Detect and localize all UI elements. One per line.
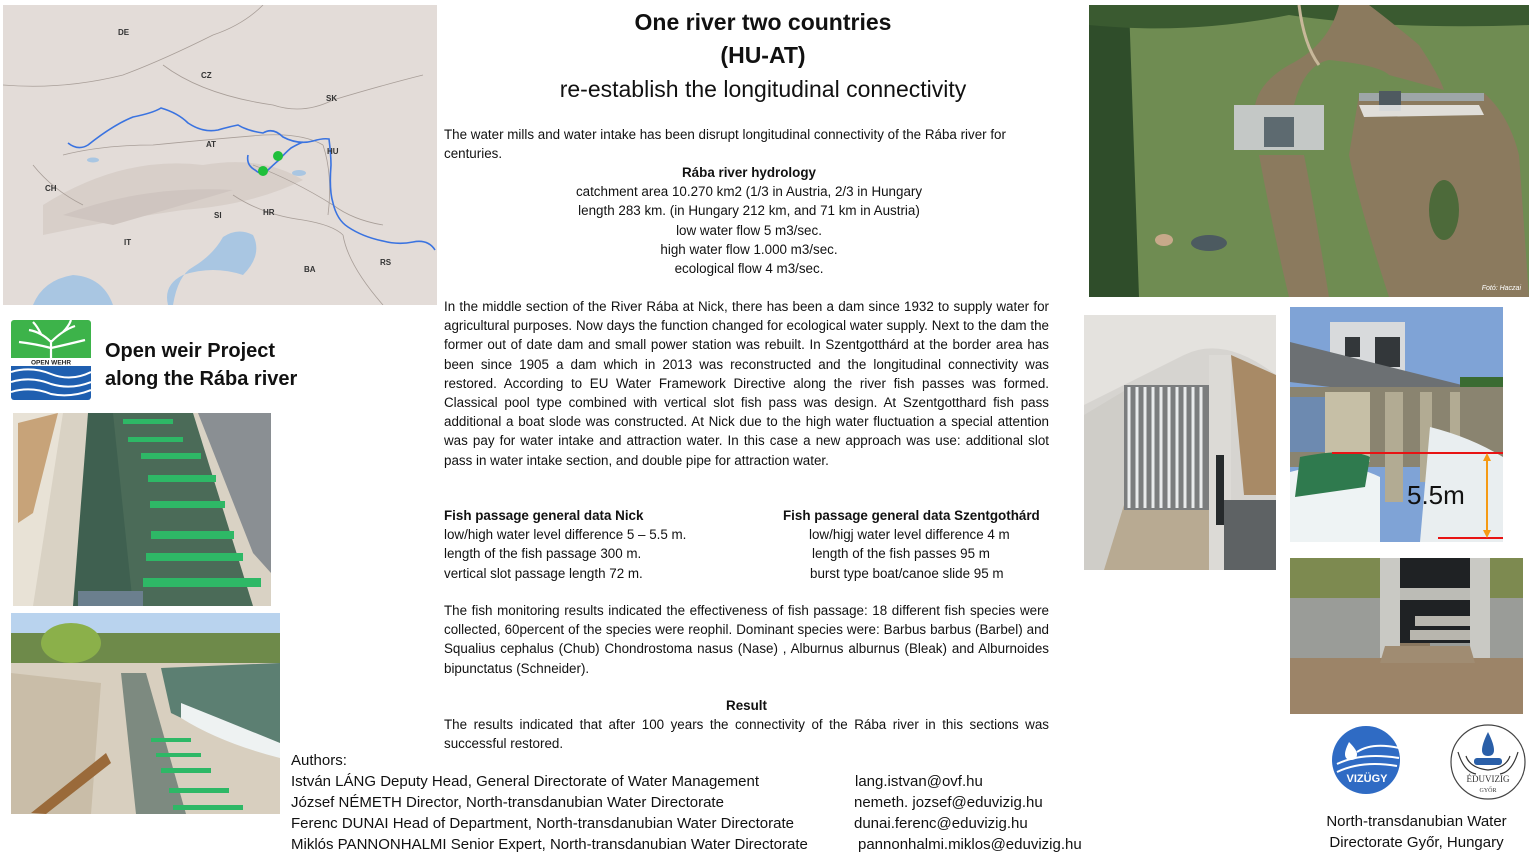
hydrology-line: low water flow 5 m3/sec. (676, 222, 822, 238)
fish-data-line: low/higj water level difference 4 m (809, 527, 1010, 543)
author-name: József NÉMETH Director, North-transdanubian Water Directorate (291, 794, 724, 811)
hydrology-line: length 283 km. (in Hungary 212 km, and 71 km in Austria) (578, 203, 920, 219)
author-name: Miklós PANNONHALMI Senior Expert, North-transdanubian Water Directorate (291, 836, 808, 853)
poster-title: One river two countries (634, 9, 892, 35)
map-label: HR (263, 208, 275, 217)
author-email[interactable]: dunai.ferenc@eduvizig.hu (854, 815, 1028, 832)
hydrology-line: high water flow 1.000 m3/sec. (660, 241, 838, 257)
map-label: CH (45, 184, 57, 193)
fish-data-line: burst type boat/canoe slide 95 m (810, 565, 1004, 581)
author-row (291, 771, 1111, 792)
vizugy-logo (1327, 720, 1407, 800)
vizugy-logo-text: VIZÜGY (1346, 773, 1388, 785)
author-email[interactable]: lang.istvan@ovf.hu (855, 773, 983, 790)
map-label: SK (326, 94, 338, 103)
dam-height-label: 5.5m (1407, 480, 1465, 510)
hydrology-line: catchment area 10.270 km2 (1/3 in Austria, 2/3 in Hungary (575, 184, 923, 200)
fish-data-line: length of the fish passes 95 m (812, 546, 990, 562)
fish-data-nick (444, 506, 774, 583)
map-label: RS (380, 258, 392, 267)
eduvizig-logo (1446, 722, 1530, 802)
authors-section (291, 750, 1111, 855)
map-label: IT (124, 238, 132, 247)
project-title-line2: along the Rába river (105, 368, 298, 390)
fish-data-szentgothard (783, 506, 1063, 583)
fish-data-nick-heading: Fish passage general data Nick (444, 508, 644, 523)
author-row (291, 813, 1111, 834)
fish-pass-grate-photo (1084, 315, 1276, 570)
fish-data-line: length of the fish passage 300 m. (444, 546, 642, 562)
map-label: AT (206, 140, 217, 149)
author-row (291, 834, 1111, 855)
author-email[interactable]: pannonhalmi.miklos@eduvizig.hu (858, 836, 1082, 853)
poster-subtitle: re-establish the longitudinal connectivity (559, 76, 967, 102)
authors-heading: Authors: (291, 752, 347, 769)
map-label: SI (214, 211, 222, 220)
map-label: HU (327, 147, 339, 156)
organization-line2: Directorate Győr, Hungary (1329, 834, 1504, 851)
monitoring-paragraph: The fish monitoring results indicated the effectiveness of fish passage: 18 different fish species were collected, 60percent of the species were reophil. Dominant species were: Barbus barbus (Barbel) and Squalius cephalus (Chub) Chondrostoma nasus (Nase) , Alburnus alburnus (Bleak) and Alburnoides bipunctatus (Schneider). (444, 603, 1049, 676)
map-label: DE (118, 28, 130, 37)
poster-title-countries: (HU-AT) (720, 42, 806, 68)
map-marker-nick (273, 151, 283, 161)
result-heading: Result (726, 698, 767, 713)
eduvizig-logo-city: GYŐR (1479, 788, 1497, 794)
photo-credit: Fotó: Haczai (1481, 285, 1521, 292)
intro-paragraph: The water mills and water intake has been disrupt longitudinal connectivity of the Rába river for centuries. (444, 127, 1006, 162)
map-marker-szentgotthard (258, 166, 268, 176)
nick-dam-photo (1290, 307, 1503, 542)
open-weir-logo (11, 320, 91, 400)
fish-pass-photo-2 (11, 613, 280, 814)
fish-pass-photo-1 (13, 413, 271, 606)
author-email[interactable]: nemeth. jozsef@eduvizig.hu (854, 794, 1043, 811)
hydrology-section (444, 163, 1054, 278)
organization-line1: North-transdanubian Water (1326, 813, 1507, 830)
project-title-line1: Open weir Project (105, 340, 276, 362)
logo-text: OPEN WEHR (30, 359, 72, 367)
hydrology-line: ecological flow 4 m3/sec. (674, 261, 824, 277)
result-paragraph: The results indicated that after 100 years the connectivity of the Rába river in this sections was successful restored. (444, 717, 1049, 752)
eduvizig-logo-text: ÉDUVIZIG (1466, 774, 1510, 784)
fish-pass-outlet-photo (1290, 558, 1523, 714)
hydrology-heading: Rába river hydrology (682, 165, 816, 180)
organization-name (1300, 811, 1533, 853)
aerial-dam-photo (1089, 5, 1529, 297)
author-name: Ferenc DUNAI Head of Department, North-transdanubian Water Directorate (291, 815, 794, 832)
map-label: BA (304, 265, 316, 274)
fish-data-line: vertical slot passage length 72 m. (444, 565, 643, 581)
author-row (291, 792, 1111, 813)
map-label: CZ (201, 71, 212, 80)
fish-data-szentgothard-heading: Fish passage general data Szentgothárd (783, 508, 1040, 523)
description-paragraph: In the middle section of the River Rába at Nick, there has been a dam since 1932 to supply water for agricultural purposes. Now days the function changed for ecological water supply. Next to the dam the former out of date dam and small power station was rebuilt. In Szentgotthárd at the border area has been since 1905 a dam which in 2013 was reconstructed and the longitudinal connectivity was restored. According to EU Water Framework Directive along the river fish passes was formed. Classical pool type combined with vertical slot fish pass was design. At Szentgotthard fish pass additional a boat slode was constructed. At Nick due to the high water fluctuation a special attention was pay for water intake and attraction water. In this case a new approach was use: additional slot pass in water intake section, and double pipe for attraction water. (444, 299, 1049, 468)
fish-data-line: low/high water level difference 5 – 5.5 m. (444, 527, 687, 543)
project-title (105, 337, 297, 393)
author-name: István LÁNG Deputy Head, General Directorate of Water Management (291, 773, 759, 790)
location-map (3, 5, 437, 305)
